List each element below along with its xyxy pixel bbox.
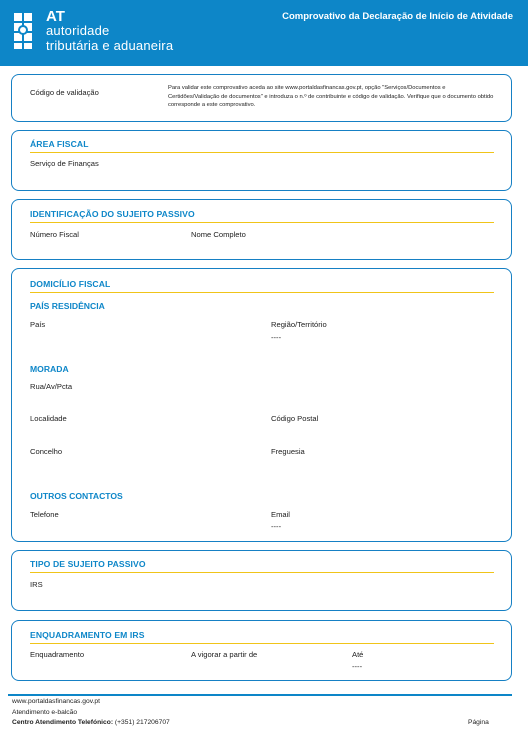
enquadramento-title: ENQUADRAMENTO EM IRS bbox=[30, 630, 145, 640]
vigorar-label: A vigorar a partir de bbox=[191, 650, 258, 659]
section-divider bbox=[30, 292, 494, 293]
servico-financas-label: Serviço de Finanças bbox=[30, 159, 99, 168]
identificacao-section bbox=[11, 199, 512, 260]
at-logo-icon bbox=[10, 10, 36, 52]
section-divider bbox=[30, 222, 494, 223]
logo-line-2: tributária e aduaneira bbox=[46, 38, 174, 53]
tipo-sujeito-section bbox=[11, 550, 512, 611]
footer-phone bbox=[12, 719, 170, 726]
section-divider bbox=[30, 152, 494, 153]
area-fiscal-title: ÁREA FISCAL bbox=[30, 139, 89, 149]
ate-value: ---- bbox=[352, 662, 363, 671]
email-value: ---- bbox=[271, 522, 282, 531]
footer-phone-value: (+351) 217206707 bbox=[113, 719, 170, 726]
codigo-postal-label: Código Postal bbox=[271, 414, 319, 423]
regiao-label: Região/Território bbox=[271, 320, 327, 329]
identificacao-title: IDENTIFICAÇÃO DO SUJEITO PASSIVO bbox=[30, 209, 195, 219]
logo-at-text: AT bbox=[46, 8, 65, 25]
logo-line-1: autoridade bbox=[46, 23, 110, 38]
nome-completo-label: Nome Completo bbox=[191, 230, 246, 239]
pais-label: País bbox=[30, 320, 46, 329]
footer-phone-label: Centro Atendimento Telefónico: bbox=[12, 719, 114, 726]
numero-fiscal-label: Número Fiscal bbox=[30, 230, 79, 239]
pais-residencia-title: PAÍS RESIDÊNCIA bbox=[30, 301, 105, 311]
section-divider bbox=[30, 572, 494, 573]
enquadramento-label: Enquadramento bbox=[30, 650, 85, 659]
tipo-sujeito-value: IRS bbox=[30, 580, 43, 589]
footer-site-link[interactable]: www.portaldasfinancas.gov.pt bbox=[12, 698, 100, 705]
section-divider bbox=[30, 643, 494, 644]
validation-code-label: Código de validação bbox=[30, 88, 99, 97]
enquadramento-section bbox=[11, 620, 512, 681]
domicilio-title: DOMICÍLIO FISCAL bbox=[30, 279, 111, 289]
outros-contactos-title: OUTROS CONTACTOS bbox=[30, 491, 123, 501]
footer-atendimento: Atendimento e-balcão bbox=[12, 709, 78, 716]
rua-label: Rua/Av/Pcta bbox=[30, 382, 73, 391]
email-label: Email bbox=[271, 510, 290, 519]
morada-title: MORADA bbox=[30, 364, 69, 374]
document-header bbox=[0, 0, 528, 66]
validation-note: Para validar este comprovativo aceda ao site www.portaldasfinancas.gov.pt, opção "Serviços/Documentos e Certidões/Validação de documentos" e introduza o n.º de contribuinte e código de validação. Verifique que o documento obtido corresponde a este comprovativo. bbox=[168, 85, 494, 109]
ate-label: Até bbox=[352, 650, 364, 659]
freguesia-label: Freguesia bbox=[271, 447, 305, 456]
localidade-label: Localidade bbox=[30, 414, 67, 423]
concelho-label: Concelho bbox=[30, 447, 63, 456]
telefone-label: Telefone bbox=[30, 510, 59, 519]
tipo-sujeito-title: TIPO DE SUJEITO PASSIVO bbox=[30, 559, 146, 569]
regiao-value: ---- bbox=[271, 333, 282, 342]
page-label: Página bbox=[468, 719, 489, 726]
footer-divider bbox=[8, 694, 512, 696]
document-title: Comprovativo da Declaração de Início de Atividade bbox=[282, 11, 513, 22]
